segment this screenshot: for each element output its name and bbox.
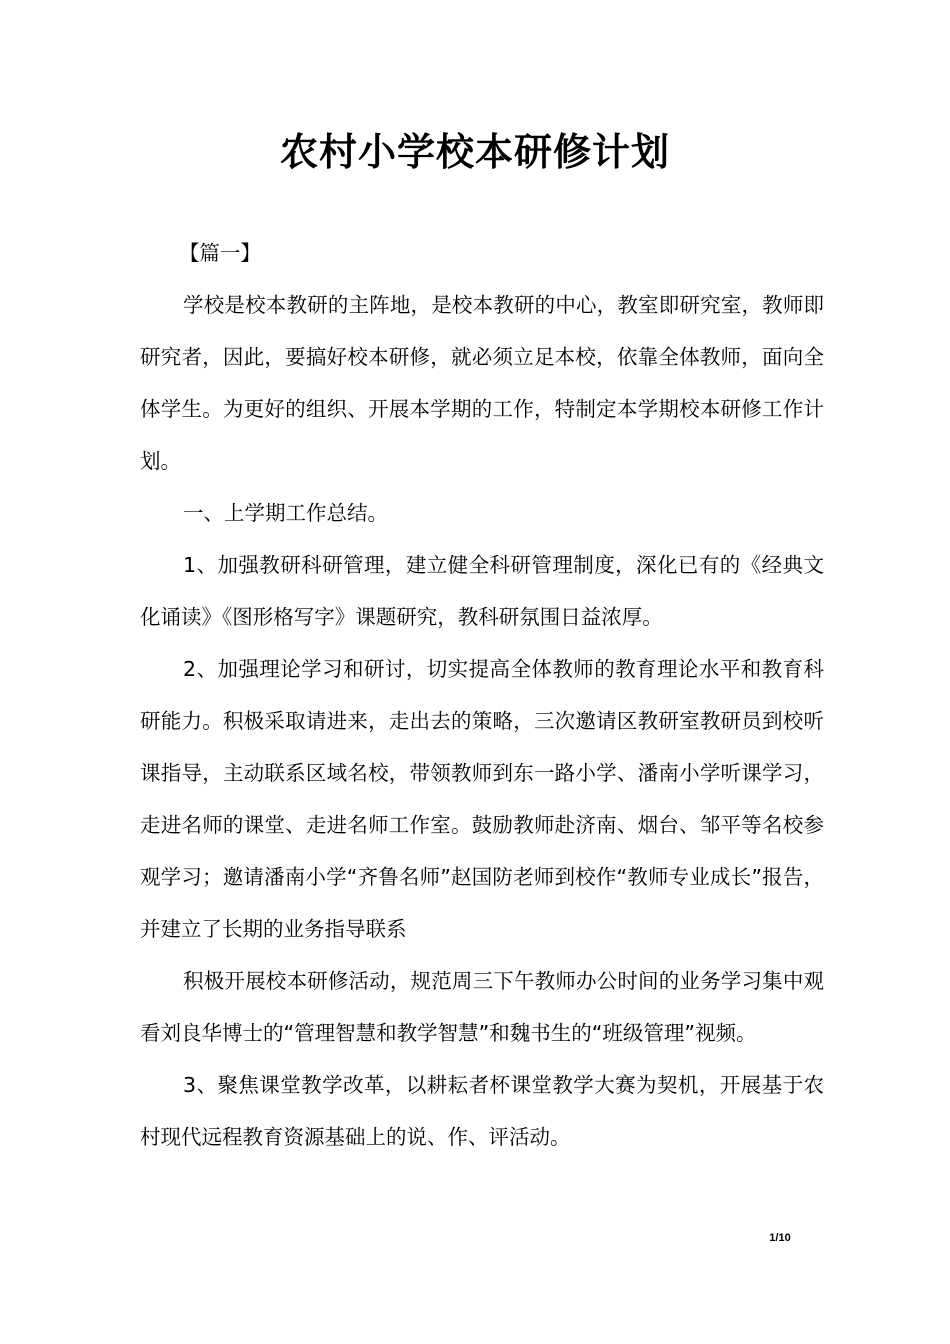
paragraph-item-1: 1、加强教研科研管理，建立健全科研管理制度，深化已有的《经典文化诵读》《图形格写字》课题研究，教科研氛围日益浓厚。 bbox=[140, 553, 824, 629]
page-number: 1/10 bbox=[769, 1232, 791, 1244]
document-title: 农村小学校本研修计划 bbox=[279, 130, 670, 174]
section-heading-summary: 一、上学期工作总结。 bbox=[183, 501, 389, 525]
paragraph-research-activities: 积极开展校本研修活动，规范周三下午教师办公时间的业务学习集中观看刘良华博士的“管理智慧和教学智慧”和魏书生的“班级管理”视频。 bbox=[140, 969, 824, 1045]
document-body bbox=[140, 227, 824, 1163]
paragraph-item-3: 3、聚焦课堂教学改革，以耕耘者杯课堂教学大赛为契机，开展基于农村现代远程教育资源基础上的说、作、评活动。 bbox=[140, 1073, 824, 1149]
paragraph-item-2: 2、加强理论学习和研讨，切实提高全体教师的教育理论水平和教育科研能力。积极采取请进来，走出去的策略，三次邀请区教研室教研员到校听课指导，主动联系区域名校，带领教师到东一路小学、潘南小学听课学习，走进名师的课堂、走进名师工作室。鼓励教师赴济南、烟台、邹平等名校参观学习；邀请潘南小学“齐鲁名师”赵国防老师到校作“教师专业成长”报告，并建立了长期的业务指导联系 bbox=[140, 657, 824, 941]
intro-paragraph: 学校是校本教研的主阵地，是校本教研的中心，教室即研究室，教师即研究者，因此，要搞好校本研修，就必须立足本校，依靠全体教师，面向全体学生。为更好的组织、开展本学期的工作，特制定本学期校本研修工作计划。 bbox=[140, 293, 824, 473]
section-heading-part-one: 【篇一】 bbox=[178, 241, 261, 265]
